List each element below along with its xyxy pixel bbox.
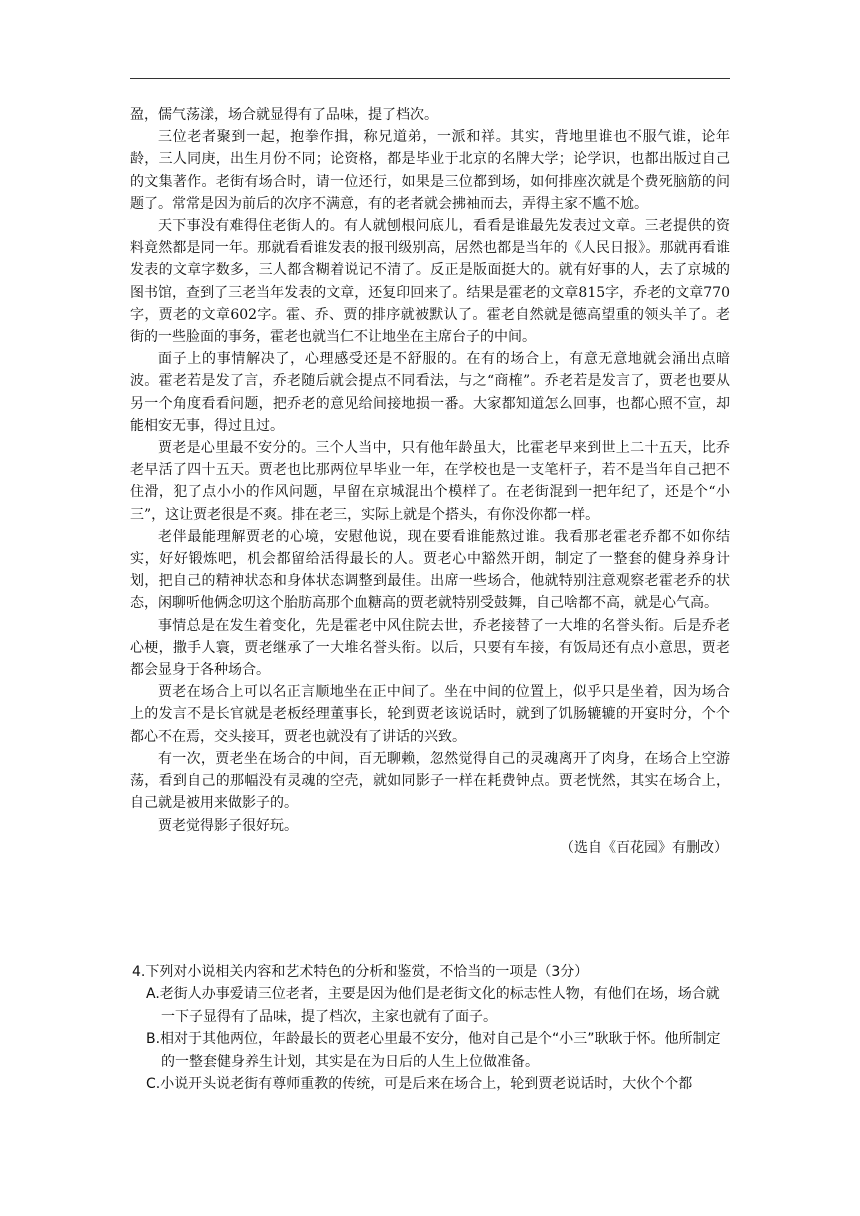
option-text: C.小说开头说老街有尊师重教的传统，可是后来在场合上，轮到贾老说话时，大伙个个都: [146, 1076, 693, 1093]
paragraph: 贾老觉得影子很好玩。: [158, 817, 298, 834]
option-text: A.老街人办事爱请三位老者，主要是因为他们是老街文化的标志性人物，有他们在场，场合就一下子显得有了品味，提了档次，主家也就有了面子。: [146, 986, 720, 1025]
paragraph: 三位老者聚到一起，抱拳作揖，称兄道弟，一派和祥。其实，背地里谁也不服气谁，论年龄，三人同庚，出生月份不同；论资格，都是毕业于北京的名牌大学；论学识，也都出版过自己的文集著作。老街有场合时，请一位还行，如果是三位都到场，如何排座次就是个费死脑筋的问题了。常常是因为前后的次序不满意，有的老者就会拂袖而去，弄得主家不尴不尬。: [130, 129, 730, 212]
paragraph: 天下事没有难得住老街人的。有人就刨根问底儿，看看是谁最先发表过文章。三老提供的资料竟然都是同一年。那就看看谁发表的报刊级别高，居然也都是当年的《人民日报》。那就再看谁发表的文章字数多，三人都含糊着说记不清了。反正是版面挺大的。就有好事的人，去了京城的图书馆，查到了三老当年发表的文章，还复印回来了。结果是霍老的文章815字，乔老的文章770字，贾老的文章602字。霍、乔、贾的排序就被默认了。霍老自然就是德高望重的领头羊了。老街的一些脸面的事务，霍老也就当仁不让地坐在主席台子的中间。: [130, 218, 730, 346]
option-b[interactable]: [130, 1028, 730, 1073]
paragraph: 盈，儒气荡漾，场合就显得有了品味，提了档次。: [130, 107, 438, 123]
paragraph: 老伴最能理解贾老的心境，安慰他说，现在要看谁能熬过谁。我看那老霍老乔都不如你结实，好好锻炼吧，机会都留给活得最长的人。贾老心中豁然开朗，制定了一整套的健身养身计划，把自己的精神状态和身体状态调整到最佳。出席一些场合，他就特别注意观察老霍老乔的状态，闲聊听他俩念叨这个胎肪高那个血糖高的贾老就特别受鼓舞，自己啥都不高，就是心气高。: [130, 528, 730, 612]
paragraph: 有一次，贾老坐在场合的中间，百无聊赖，忽然觉得自己的灵魂离开了肉身，在场合上空游荡，看到自己的那幅没有灵魂的空壳，就如同影子一样在耗费钟点。贾老恍然，其实在场合上，自己就是被用来做影子的。: [130, 750, 730, 812]
question-4: [130, 961, 730, 1095]
source-citation: （选自《百花园》有删改）: [560, 839, 728, 856]
question-stem: 4.下列对小说相关内容和艺术特色的分析和鉴赏，不恰当的一项是（3分）: [132, 964, 589, 980]
paragraph: 面子上的事情解决了，心理感受还是不舒服的。在有的场合上，有意无意地就会涌出点暗波。霍老若是发了言，乔老随后就会提点不同看法，与之“商榷”。乔老若是发言了，贾老也要从另一个角度看看问题，把乔老的意见给间接地损一番。大家都知道怎么回事，也都心照不宣，却能相安无事，得过且过。: [130, 351, 730, 434]
paragraph: 贾老是心里最不安分的。三个人当中，只有他年龄虽大，比霍老早来到世上二十五天，比乔老早活了四十五天。贾老也比那两位早毕业一年，在学校也是一支笔杆子，若不是当年自己把不住滑，犯了点小小的作风问题，早留在京城混出个模样了。在老街混到一把年纪了，还是个“小三”，这让贾老很是不爽。排在老三，实际上就是个搭头，有你没你都一样。: [130, 440, 730, 523]
paragraph: 贾老在场合上可以名正言顺地坐在正中间了。坐在中间的位置上，似乎只是坐着，因为场合上的发言不是长官就是老板经理董事长，轮到贾老该说话时，就到了饥肠辘辘的开宴时分，个个都心不在焉，交头接耳，贾老也就没有了讲话的兴致。: [130, 684, 730, 745]
option-a[interactable]: [130, 983, 730, 1028]
paragraph: 事情总是在发生着变化，先是霍老中风住院去世，乔老接替了一大堆的名誉头衔。后是乔老心梗，撒手人寰，贾老继承了一大堆名誉头衔。以后，只要有车接，有饭局还有点小意思，贾老都会显身于各种场合。: [130, 617, 730, 679]
option-c[interactable]: [130, 1073, 730, 1095]
header-rule: [130, 78, 730, 79]
option-text: B.相对于其他两位，年龄最长的贾老心里最不安分，他对自己是个“小三”耿耿于怀。他所制定的一整套健身养生计划，其实是在为日后的人生上位做准备。: [146, 1031, 721, 1070]
story-text: [130, 104, 730, 859]
